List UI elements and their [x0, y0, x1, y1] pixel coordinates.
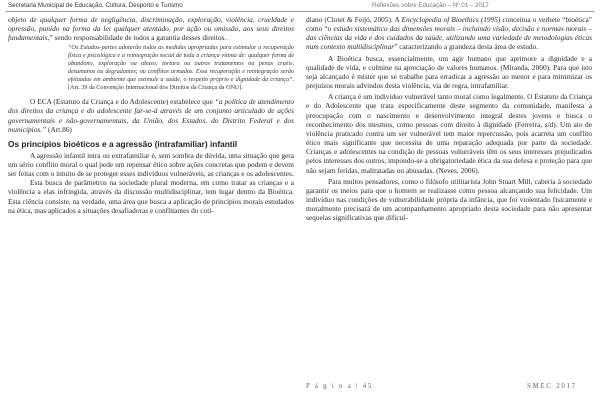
block-quote-text: “Os Estados-partes adotarão todas as medidas apropriadas para estimular a recuperação física e psicológica e a reintegração social de toda a criança vítima de: qualquer forma de abandono, exploração ou abuso; tortura ou outros tratamentos ou penas cruéis, desumanos ou degradantes; ou conflitos armados. Essa recuperação e reintegração serão efetuadas em ambiente que estimule a saúde, o respeito próprio e dignidade da criança”.	[68, 45, 294, 84]
left-paragraph-2-start: O ECA (Estatuto da Criança e do Adolescente) estabelece que	[30, 97, 215, 107]
left-paragraph-4: Esta busca de parâmetros na sociedade plural moderna, em como tratar as crianças e a violência a elas infringida, através da discussão multidisciplinar, tem lugar dentro da Bioética. Esta ciência consiste, na verdade, uma área que busca a aplicação de princípios morais estudados na ética, mas aplicados a situações desafiadoras e conflitantes do coti-	[8, 178, 294, 215]
left-paragraph-2-italic: “a política de atendimento dos direitos da criança e do adolescente far-se-á através de um conjunto articulado de ações governamentais e não-governamentais, da União, dos Estados, do Distrito Federal e dos municípios.”	[8, 97, 295, 134]
left-column	[8, 15, 294, 215]
right-paragraph-3: A criança é um indivíduo vulnerável tanto moral como legalmente. O Estatuto da Criança e do Adolescente que trata especificamente deste segmento da comunidade, manifesta a preocupação com o nascimento e desenvolvimento integral destes jovens e busca o reconhecimento dos mesmos, como pessoas com direito à dignidade (Ferreira, s/d). Um ato de violência praticado contra um ser vulnerável tem maior repercussão, pois acarreta um conflito ético mais significante que necessita de uma reparação adequada por parte da sociedade. Crianças e adolescentes na condição de pessoas vulneráveis têm os seus interesses prejudicados pelos interesses dos outros, impondo-se a obrigatoriedade ética da sua defesa e proteção para que não sejam feridas, maltratadas ou abusadas. (Neves, 2006).	[306, 92, 592, 175]
footer-page-number: P á g i n a | 45	[306, 383, 374, 390]
block-quote	[68, 45, 294, 93]
header-rule	[6, 11, 594, 12]
left-paragraph-2	[8, 97, 294, 134]
right-paragraph-1-start: diano (Clotet & Feijó, 2005). A	[306, 15, 402, 24]
header-right: Reflexões sobre Educação – Nº 01 – 2017	[372, 2, 489, 9]
footer-right: SMEC 2017	[527, 383, 578, 390]
left-paragraph-1-italic: objeto de qualquer forma de negligência, discriminação, exploração, violência, crueldade e opressão, punido na forma da lei qualquer atentado, por ação ou omissão, aos seus direitos fundamentais,	[8, 15, 294, 43]
right-paragraph-1-italic-title: Encyclopedia of Bioethics (1995)	[401, 15, 501, 24]
left-paragraph-3: A agressão infantil intra ou extrafamiliar é, sem sombra de dúvida, uma situação que gera um sério conflito moral o qual pede um repensar ético sobre ações concretas que podem e devem ser feitas com o intuito de se proteger esses indivíduos vulneráveis, as crianças e os adolescentes.	[8, 150, 294, 179]
right-paragraph-1-italic-definition: o estudo sistemático das dimensões morais – incluindo visão, decisão e normas morais – das ciências da vida e dos cuidados da saúde, utilizando uma variedade de metodologias éticas num contexto multidisciplinar	[306, 24, 592, 52]
right-paragraph-1-end: ” caracterizando a grandeza desta área de estudo.	[394, 42, 539, 52]
right-paragraph-1	[306, 15, 592, 52]
section-heading: Os princípios bioéticos e a agressão (intrafamiliar) infantil	[8, 138, 238, 149]
header-left: Secretaria Municipal de Educação, Cultura, Desporto e Turismo	[8, 2, 183, 9]
left-paragraph-2-end: (Art.86)	[46, 124, 72, 134]
right-paragraph-2: A Bioética busca, essencialmente, um agir humano que aprimore a dignidade e a qualidade de vida, e culmine na apreciação de valores humanos. (Miranda, 2000). Para que isto seja alcançado é mister que se trabalhe para erradicar a agressão ao menor e para minimizar os prejuízos morais advindos desta violência, via de regra, intrafamiliar.	[306, 53, 592, 91]
left-paragraph-1-rest: ” sendo responsabilidade de todos a garantia desses direitos.	[49, 33, 227, 43]
right-paragraph-4: Para muitos pensadores, como o filósofo utilitarista John Stuart Mill, caberia à sociedade garantir os meios para que o homem se realizasse como pessoa alcançando sua felicidade. Um indivíduo nas condições de vulnerabilidade própria da infância, que foi violentado fisicamente e moralmente precisará de um acompanhamento apropriado desta sociedade para não apresentar sequelas significativas que dificul-	[306, 176, 592, 223]
left-paragraph-1	[8, 15, 294, 42]
right-column	[306, 15, 592, 222]
block-quote-reference: [Art. 39 da Convenção Internacional dos Direitos da Criança da ONU].	[68, 85, 243, 92]
right-paragraph-1-mid: conceitua o verbete “bioética” como “	[306, 15, 592, 34]
